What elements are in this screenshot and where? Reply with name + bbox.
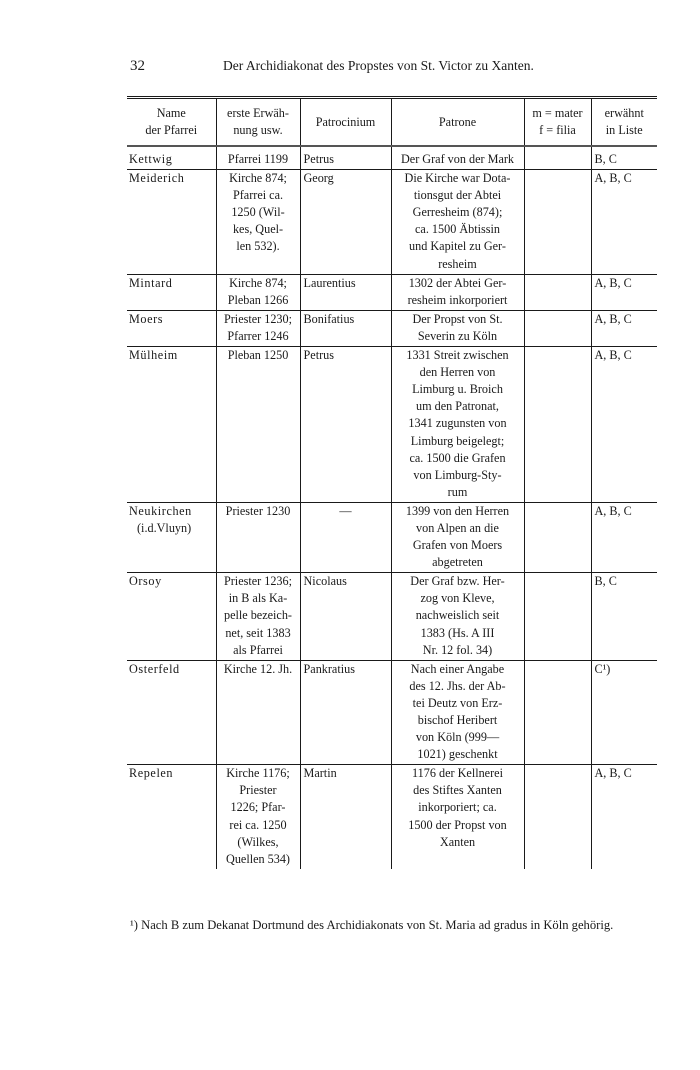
cell-mater xyxy=(524,502,591,572)
parish-name: Moers xyxy=(129,311,164,326)
cell-patrone-line: Gerresheim (874); xyxy=(412,205,503,220)
cell-patrocinium: Petrus xyxy=(300,146,391,170)
cell-patrone-line: um den Patronat, xyxy=(416,399,499,414)
cell-name xyxy=(127,765,216,869)
cell-patrone-line: inkorporiert; ca. xyxy=(418,800,497,815)
cell-erste xyxy=(216,660,300,765)
cell-erste-line: Kirche 874; xyxy=(229,275,287,290)
cell-patrone-line: zog von Kleve, xyxy=(420,591,495,606)
table-row xyxy=(127,660,657,765)
cell-name xyxy=(127,170,216,275)
cell-patrone xyxy=(391,146,524,170)
cell-erste-line: Quellen 534) xyxy=(226,851,290,866)
cell-patrocinium: Petrus xyxy=(300,347,391,503)
header-name: Name der Pfarrei xyxy=(127,98,216,147)
table-header-row xyxy=(127,98,657,147)
parish-name: Mintard xyxy=(129,275,173,290)
cell-patrone xyxy=(391,310,524,346)
cell-erste xyxy=(216,146,300,170)
cell-patrone-line: Der Graf von der Mark xyxy=(400,152,515,166)
cell-erste xyxy=(216,765,300,869)
cell-patrone xyxy=(391,274,524,310)
cell-patrone-line: tionsgut der Abtei xyxy=(413,188,502,203)
cell-erste xyxy=(216,573,300,660)
cell-patrone-line: abgetreten xyxy=(432,555,483,570)
cell-mater xyxy=(524,274,591,310)
cell-erste-line: Pfarrei 1199 xyxy=(227,152,289,166)
cell-patrone-line: Severin zu Köln xyxy=(417,328,498,343)
cell-erste-line: Priester 1230; xyxy=(223,311,293,326)
cell-erste-line: als Pfarrei xyxy=(233,642,283,657)
table-row xyxy=(127,347,657,503)
table-row xyxy=(127,765,657,869)
cell-patrone-line: des Stiftes Xanten xyxy=(413,783,502,798)
cell-liste: A, B, C xyxy=(591,347,657,503)
cell-liste: A, B, C xyxy=(591,765,657,869)
cell-patrone-line: Die Kirche war Dota- xyxy=(404,171,511,186)
cell-patrone-line: ca. 1500 Äbtissin xyxy=(415,222,500,237)
cell-patrone-line: Grafen von Moers xyxy=(412,538,503,553)
cell-erste-line: Kirche 12. Jh. xyxy=(223,661,293,676)
header-liste: erwähnt in Liste xyxy=(591,98,657,147)
cell-mater xyxy=(524,765,591,869)
cell-name xyxy=(127,660,216,765)
cell-patrone-line: 1341 zugunsten von xyxy=(408,416,507,431)
table-row xyxy=(127,170,657,275)
cell-mater xyxy=(524,347,591,503)
header-mater: m = mater f = filia xyxy=(524,98,591,147)
cell-mater xyxy=(524,170,591,275)
parish-name: Orsoy xyxy=(129,574,162,589)
cell-patrone-line: Limburg beigelegt; xyxy=(410,433,505,448)
cell-erste-line: Priester 1236; xyxy=(223,574,293,589)
cell-patrone-line: 1500 der Propst von xyxy=(408,817,507,832)
cell-liste: B, C xyxy=(591,146,657,170)
table-row xyxy=(127,146,657,170)
cell-patrone-line: resheim xyxy=(438,256,477,271)
cell-erste-line: Pleban 1266 xyxy=(227,292,289,307)
cell-patrone-line: resheim inkorporiert xyxy=(407,292,508,307)
cell-patrone-line: 1331 Streit zwischen xyxy=(406,348,509,363)
cell-erste-line: Pleban 1250 xyxy=(227,348,289,363)
cell-erste-line: in B als Ka- xyxy=(228,591,288,606)
table-row xyxy=(127,274,657,310)
cell-erste-line: len 532). xyxy=(236,239,280,254)
parish-name-sub: (i.d.Vluyn) xyxy=(137,520,192,535)
cell-mater xyxy=(524,573,591,660)
cell-patrone-line: Der Propst von St. xyxy=(412,311,503,326)
cell-mater xyxy=(524,660,591,765)
cell-liste: A, B, C xyxy=(591,274,657,310)
cell-name xyxy=(127,502,216,572)
cell-patrone xyxy=(391,502,524,572)
cell-patrone-line: Limburg u. Broich xyxy=(412,382,503,397)
cell-liste: A, B, C xyxy=(591,170,657,275)
header-patrocinium: Patrocinium xyxy=(300,98,391,147)
cell-erste xyxy=(216,170,300,275)
cell-erste-line: rei ca. 1250 xyxy=(229,817,287,832)
cell-liste: A, B, C xyxy=(591,310,657,346)
cell-erste-line: Priester xyxy=(239,783,277,798)
footnote: ¹) Nach B zum Dekanat Dortmund des Archidiakonats von St. Maria ad gradus in Köln gehörig. xyxy=(130,918,614,932)
cell-erste xyxy=(216,347,300,503)
cell-patrone-line: Xanten xyxy=(439,834,476,849)
header-patrone: Patrone xyxy=(391,98,524,147)
table-row xyxy=(127,573,657,660)
running-title: Der Archidiakonat des Propstes von St. Victor zu Xanten. xyxy=(223,58,534,73)
cell-patrone-line: 1399 von den Herren xyxy=(405,503,510,518)
cell-patrocinium: Georg xyxy=(300,170,391,275)
parish-name: Osterfeld xyxy=(129,661,180,676)
parish-name: Meiderich xyxy=(129,171,185,186)
cell-patrone-line: rum xyxy=(447,484,468,499)
parish-table xyxy=(127,96,657,869)
cell-patrone xyxy=(391,347,524,503)
cell-patrone-line: und Kapitel zu Ger- xyxy=(409,239,506,254)
cell-liste: B, C xyxy=(591,573,657,660)
table-row xyxy=(127,310,657,346)
cell-patrocinium: Nicolaus xyxy=(300,573,391,660)
header-erste: erste Erwäh- nung usw. xyxy=(216,98,300,147)
cell-name xyxy=(127,146,216,170)
cell-erste-line: net, seit 1383 xyxy=(225,625,291,640)
cell-patrone xyxy=(391,170,524,275)
cell-name xyxy=(127,274,216,310)
cell-patrone-line: des 12. Jhs. der Ab- xyxy=(409,678,506,693)
cell-erste-line: 1250 (Wil- xyxy=(231,205,285,220)
cell-patrone-line: von Alpen an die xyxy=(416,520,499,535)
parish-name: Repelen xyxy=(129,766,174,781)
table-row xyxy=(127,502,657,572)
cell-patrone-line: 1383 (Hs. A III xyxy=(420,625,495,640)
parish-name: Mülheim xyxy=(129,348,178,363)
cell-erste-line: Priester 1230 xyxy=(225,503,291,518)
cell-patrone-line: Nr. 12 fol. 34) xyxy=(422,642,493,657)
cell-patrone-line: Nach einer Angabe xyxy=(410,661,505,676)
cell-patrone-line: bischof Heribert xyxy=(417,713,498,727)
cell-patrone-line: von Köln (999— xyxy=(415,730,500,745)
cell-patrocinium: Bonifatius xyxy=(300,310,391,346)
cell-mater xyxy=(524,146,591,170)
cell-erste-line: pelle bezeich- xyxy=(223,608,292,623)
cell-erste-line: Kirche 1176; xyxy=(226,766,290,781)
cell-patrone xyxy=(391,765,524,869)
cell-erste-line: Pfarrei ca. xyxy=(232,188,284,203)
cell-erste xyxy=(216,274,300,310)
cell-patrone-line: den Herren von xyxy=(419,365,496,380)
cell-liste: C¹) xyxy=(591,660,657,765)
parish-name: Kettwig xyxy=(129,152,173,166)
cell-patrone-line: tei Deutz von Erz- xyxy=(412,695,503,710)
cell-mater xyxy=(524,310,591,346)
cell-patrone xyxy=(391,660,524,765)
page-number: 32 xyxy=(130,58,145,74)
cell-patrone-line: nachweislich seit xyxy=(415,608,500,623)
cell-patrocinium: Martin xyxy=(300,765,391,869)
cell-erste-line: 1226; Pfar- xyxy=(230,800,286,815)
cell-name xyxy=(127,347,216,503)
cell-name xyxy=(127,310,216,346)
cell-patrone xyxy=(391,573,524,660)
cell-patrocinium: Laurentius xyxy=(300,274,391,310)
cell-erste-line: (Wilkes, xyxy=(237,834,279,849)
page-header xyxy=(130,58,660,78)
cell-patrone-line: Der Graf bzw. Her- xyxy=(410,574,505,589)
cell-patrone-line: ca. 1500 die Grafen xyxy=(409,450,506,465)
cell-name xyxy=(127,573,216,660)
cell-patrone-line: 1302 der Abtei Ger- xyxy=(408,275,507,290)
cell-erste-line: kes, Quel- xyxy=(232,222,284,237)
parish-name: Neukirchen xyxy=(129,503,192,518)
cell-patrone-line: 1176 der Kellnerei xyxy=(412,766,503,781)
cell-liste: A, B, C xyxy=(591,502,657,572)
cell-patrocinium: Pankratius xyxy=(300,660,391,765)
cell-patrone-line: 1021) geschenkt xyxy=(417,747,498,762)
cell-erste-line: Kirche 874; xyxy=(229,171,287,186)
cell-patrone-line: von Limburg-Sty- xyxy=(413,467,502,482)
cell-patrocinium: — xyxy=(300,502,391,572)
cell-erste-line: Pfarrer 1246 xyxy=(227,328,289,343)
cell-erste xyxy=(216,310,300,346)
cell-erste xyxy=(216,502,300,572)
